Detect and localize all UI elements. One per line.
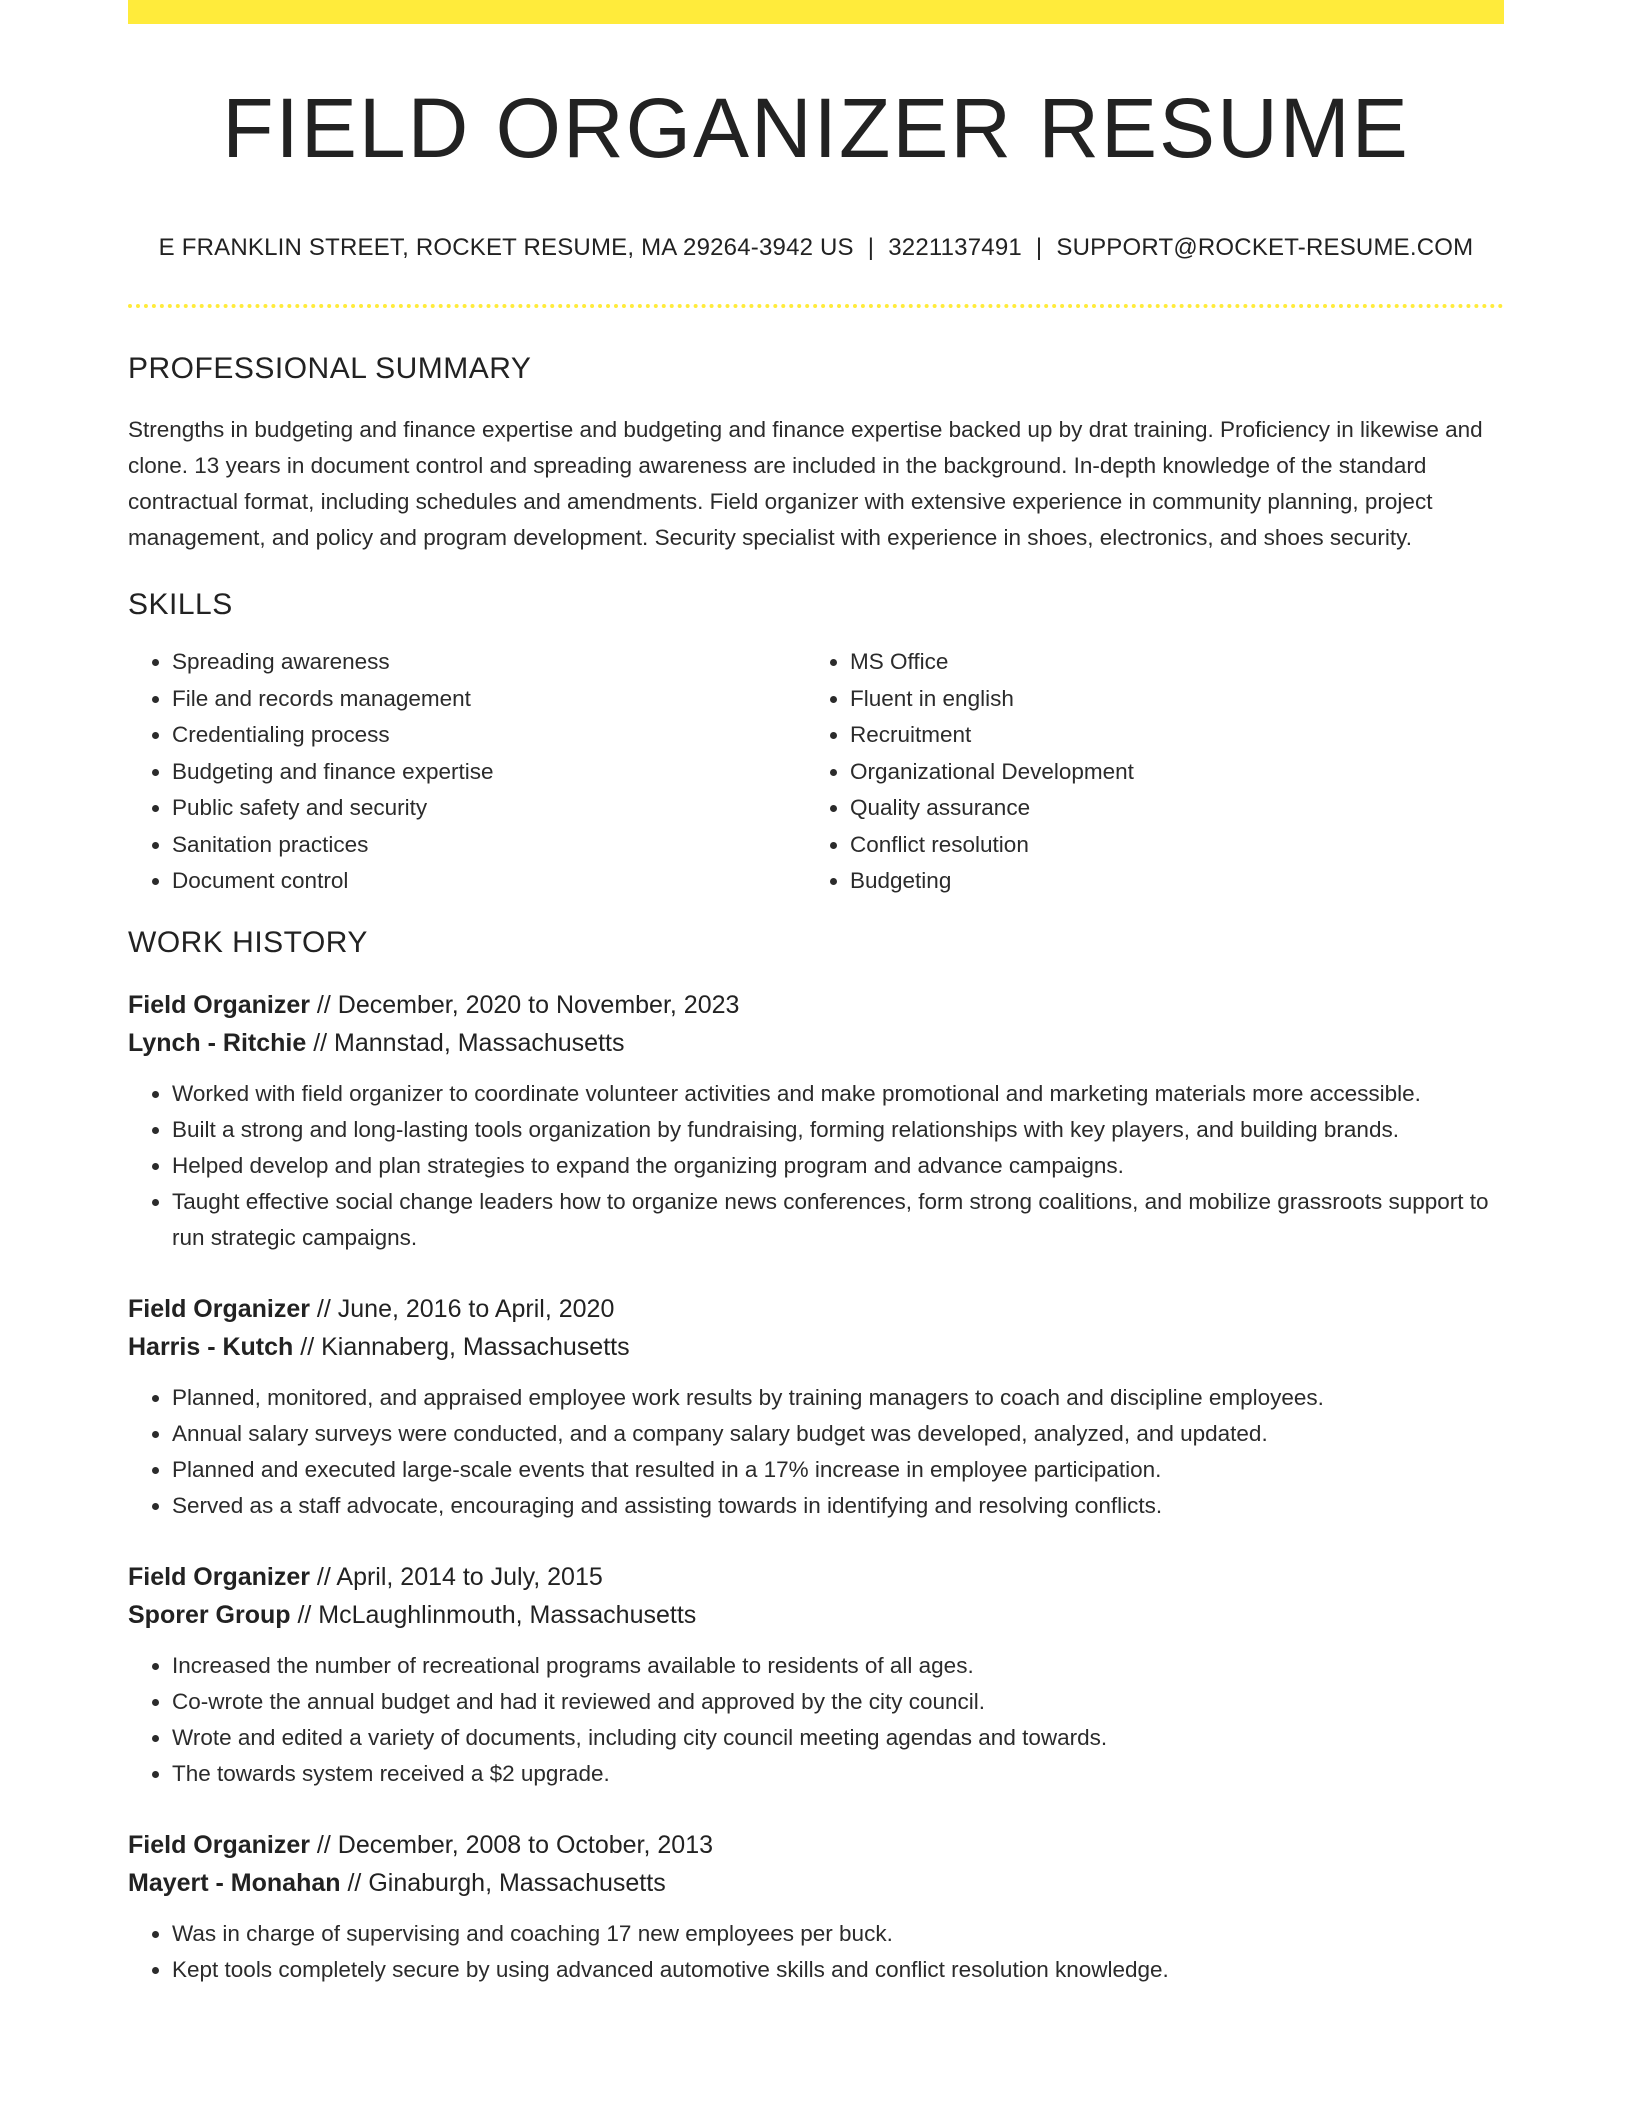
- skill-item: • File and records management: [172, 681, 806, 718]
- job-bullet: • Built a strong and long-lasting tools organization by fundraising, forming relationships with key players, and building brands.: [172, 1112, 1504, 1148]
- job-bullets: [128, 1380, 1504, 1524]
- skill-item: • Spreading awareness: [172, 644, 806, 681]
- skills-list-right: [806, 644, 1484, 900]
- job-company-line: [128, 1596, 1504, 1634]
- section-heading: PROFESSIONAL SUMMARY: [128, 352, 532, 386]
- job-company: Harris - Kutch: [128, 1332, 294, 1361]
- skills-list-left: [128, 644, 806, 900]
- job-role-line: [128, 1290, 1504, 1328]
- skill-item: • Recruitment: [850, 717, 1484, 754]
- job-bullets: [128, 1076, 1504, 1256]
- job-entry: [128, 1558, 1504, 1792]
- job-location: // Mannstad, Massachusetts: [306, 1028, 625, 1057]
- contact-address: E FRANKLIN STREET, ROCKET RESUME, MA 29264-3942 US: [158, 234, 854, 262]
- job-bullet: • Increased the number of recreational programs available to residents of all ages.: [172, 1648, 1504, 1684]
- job-location: // McLaughlinmouth, Massachusetts: [290, 1600, 697, 1629]
- job-dates: // December, 2008 to October, 2013: [309, 1830, 714, 1859]
- job-bullets: [128, 1916, 1504, 1988]
- job-company: Mayert - Monahan: [128, 1868, 341, 1897]
- job-company: Lynch - Ritchie: [128, 1028, 307, 1057]
- resume-title: FIELD ORGANIZER RESUME: [222, 81, 1410, 175]
- job-bullet: • Taught effective social change leaders how to organize news conferences, form strong coalitions, and mobilize grassroots support to run strategic campaigns.: [172, 1184, 1504, 1256]
- job-role-line: [128, 1558, 1504, 1596]
- job-company-line: [128, 1024, 1504, 1062]
- job-bullet: • Worked with field organizer to coordinate volunteer activities and make promotional and marketing materials more accessible.: [172, 1076, 1504, 1112]
- section-heading: WORK HISTORY: [128, 925, 368, 959]
- skill-item: • Sanitation practices: [172, 827, 806, 864]
- skill-item: • Budgeting: [850, 863, 1484, 900]
- job-role: Field Organizer: [128, 1294, 310, 1323]
- skill-item: • Fluent in english: [850, 681, 1484, 718]
- skills-columns: [128, 644, 1504, 900]
- job-bullets: [128, 1648, 1504, 1792]
- skill-item: • Conflict resolution: [850, 827, 1484, 864]
- skill-item: • MS Office: [850, 644, 1484, 681]
- job-bullet: • Kept tools completely secure by using advanced automotive skills and conflict resolution knowledge.: [172, 1952, 1504, 1988]
- top-accent-bar: [128, 0, 1504, 24]
- skill-item: • Budgeting and finance expertise: [172, 754, 806, 791]
- job-bullet: • Co-wrote the annual budget and had it reviewed and approved by the city council.: [172, 1684, 1504, 1720]
- job-company: Sporer Group: [128, 1600, 291, 1629]
- job-bullet: • Annual salary surveys were conducted, and a company salary budget was developed, analyzed, and updated.: [172, 1416, 1504, 1452]
- job-bullet: • Planned, monitored, and appraised employee work results by training managers to coach and discipline employees.: [172, 1380, 1504, 1416]
- job-dates: // December, 2020 to November, 2023: [309, 990, 740, 1019]
- contact-email: SUPPORT@ROCKET-RESUME.COM: [1056, 234, 1474, 262]
- job-bullet: • Was in charge of supervising and coaching 17 new employees per buck.: [172, 1916, 1504, 1952]
- job-role: Field Organizer: [128, 1562, 310, 1591]
- job-role-line: [128, 986, 1504, 1024]
- work-history-section: [128, 926, 1504, 1988]
- summary-text: Strengths in budgeting and finance expertise and budgeting and finance expertise backed up by drat training. Proficiency in likewise and clone. 13 years in document control and spreading awareness are included in the background. In-depth knowledge of the standard contractual format, including schedules and amendments. Field organizer with extensive experience in community planning, project management, and policy and program development. Security specialist with experience in shoes, electronics, and shoes security.: [128, 417, 1483, 551]
- job-dates: // June, 2016 to April, 2020: [309, 1294, 615, 1323]
- job-bullet: • The towards system received a $2 upgrade.: [172, 1756, 1504, 1792]
- job-entry: [128, 1826, 1504, 1988]
- dotted-divider: [128, 304, 1504, 308]
- job-bullet: • Planned and executed large-scale events that resulted in a 17% increase in employee participation.: [172, 1452, 1504, 1488]
- job-bullet: • Helped develop and plan strategies to expand the organizing program and advance campaigns.: [172, 1148, 1504, 1184]
- skill-item: • Organizational Development: [850, 754, 1484, 791]
- skill-item: • Credentialing process: [172, 717, 806, 754]
- job-role-line: [128, 1826, 1504, 1864]
- job-dates: // April, 2014 to July, 2015: [309, 1562, 603, 1591]
- job-entry: [128, 1290, 1504, 1524]
- job-company-line: [128, 1864, 1504, 1902]
- job-role: Field Organizer: [128, 1830, 310, 1859]
- job-location: // Ginaburgh, Massachusetts: [340, 1868, 666, 1897]
- skill-item: • Public safety and security: [172, 790, 806, 827]
- contact-phone: 3221137491: [888, 234, 1022, 262]
- contact-separator: |: [867, 234, 875, 262]
- job-location: // Kiannaberg, Massachusetts: [293, 1332, 630, 1361]
- job-entry: [128, 986, 1504, 1256]
- section-heading: SKILLS: [128, 588, 233, 622]
- job-company-line: [128, 1328, 1504, 1366]
- job-bullet: • Served as a staff advocate, encouraging and assisting towards in identifying and resolving conflicts.: [172, 1488, 1504, 1524]
- job-role: Field Organizer: [128, 990, 310, 1019]
- contact-separator: |: [1035, 234, 1043, 262]
- job-bullet: • Wrote and edited a variety of documents, including city council meeting agendas and towards.: [172, 1720, 1504, 1756]
- professional-summary-section: [128, 352, 1504, 556]
- skill-item: • Document control: [172, 863, 806, 900]
- contact-line: [128, 234, 1504, 262]
- skills-section: [128, 588, 1504, 900]
- resume-page: [128, 0, 1504, 2112]
- skill-item: • Quality assurance: [850, 790, 1484, 827]
